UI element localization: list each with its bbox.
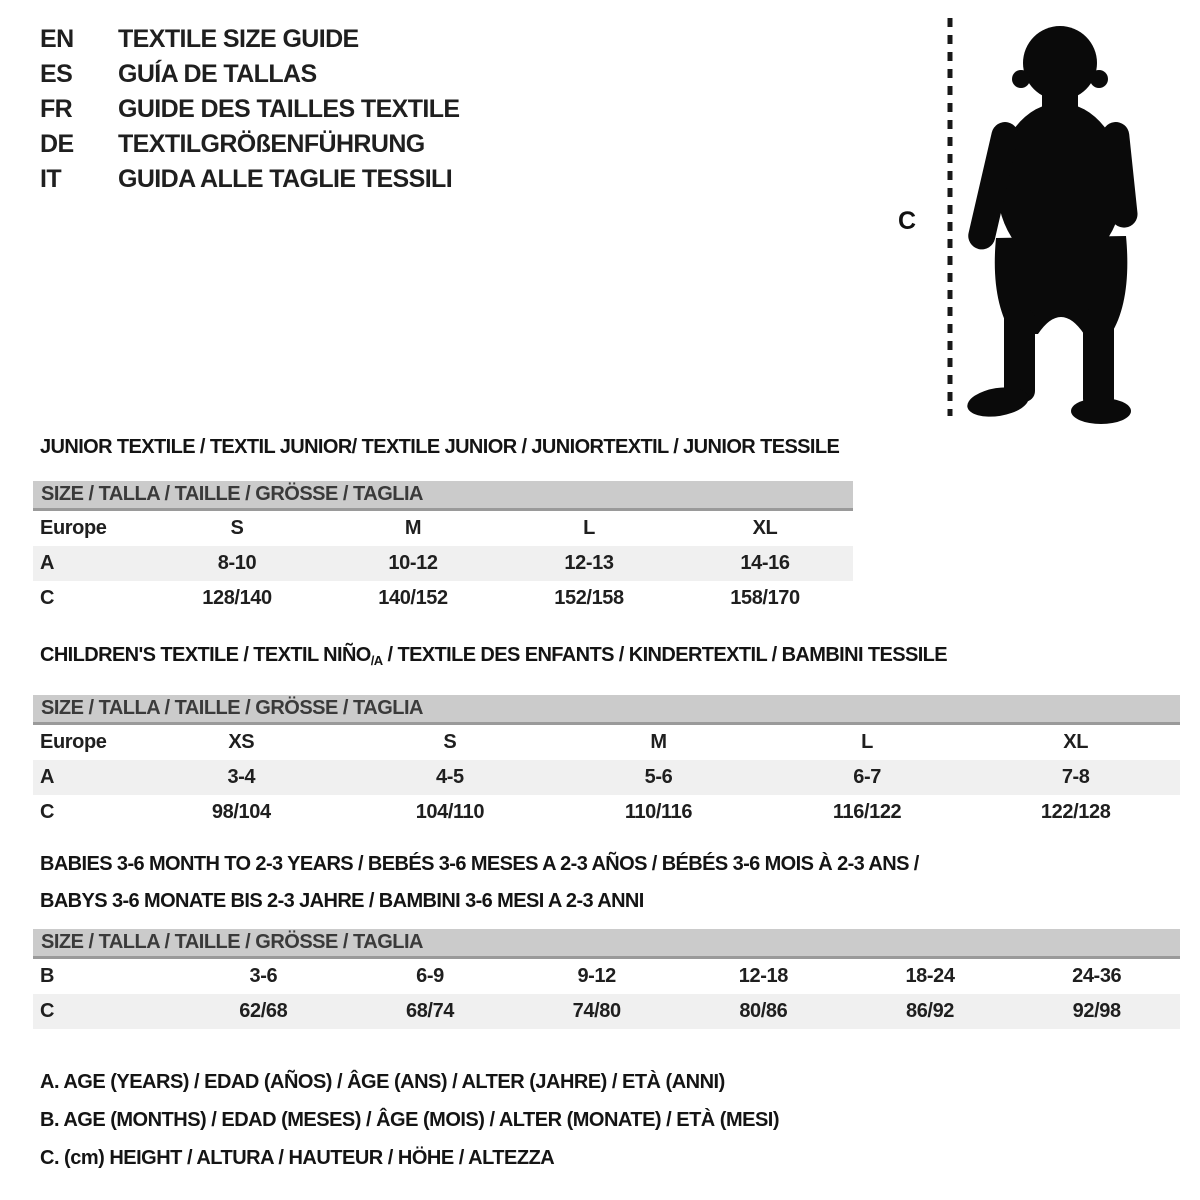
- language-row: [40, 127, 460, 162]
- row-label: Europe: [40, 731, 107, 753]
- size-cell: 12-18: [738, 965, 788, 987]
- size-header-bar: SIZE / TALLA / TAILLE / GRÖSSE / TAGLIA: [33, 695, 1180, 725]
- size-cell: 86/92: [905, 1000, 955, 1022]
- size-cell: 10-12: [388, 552, 438, 574]
- row-label: B: [40, 965, 55, 987]
- size-cell: 104/110: [415, 801, 485, 823]
- size-cell: 92/98: [1072, 1000, 1121, 1022]
- size-cell: 68/74: [405, 1000, 455, 1022]
- section-title-line: [40, 846, 1180, 883]
- size-cell: 110/116: [624, 801, 693, 823]
- language-list: [40, 22, 460, 197]
- size-cell: 116/122: [832, 801, 902, 823]
- size-cell: 98/104: [211, 801, 271, 823]
- size-table-rows: [33, 725, 1180, 830]
- size-header-bar: SIZE / TALLA / TAILLE / GRÖSSE / TAGLIA: [33, 481, 853, 511]
- table-row: [33, 795, 1180, 830]
- size-cell: 80/86: [739, 1000, 788, 1022]
- title-text: JUNIOR TEXTILE / TEXTIL JUNIOR/ TEXTILE JUNIOR / JUNIORTEXTIL / JUNIOR TESSILE: [40, 436, 840, 458]
- row-label: A: [40, 552, 55, 574]
- footnote-line: A. AGE (YEARS) / EDAD (AÑOS) / ÂGE (ANS) / ALTER (JAHRE) / ETÀ (ANNI): [40, 1071, 725, 1093]
- size-cell: XL: [752, 517, 778, 539]
- language-row: [40, 162, 460, 197]
- size-cell: 18-24: [905, 965, 955, 987]
- size-cell: 3-6: [249, 965, 278, 987]
- footnote-line: C. (cm) HEIGHT / ALTURA / HAUTEUR / HÖHE / ALTEZZA: [40, 1147, 555, 1169]
- language-code: EN: [40, 25, 74, 53]
- size-table: [33, 929, 1180, 1029]
- size-cell: 62/68: [239, 1000, 288, 1022]
- row-label: C: [40, 587, 55, 609]
- size-cell: 128/140: [202, 587, 272, 609]
- section-title-line: [40, 435, 853, 459]
- language-row: [40, 57, 460, 92]
- section-title: [40, 643, 1180, 673]
- table-row: [33, 959, 1180, 994]
- size-cell: 4-5: [436, 766, 464, 788]
- size-cell: L: [861, 731, 873, 753]
- table-row: [33, 725, 1180, 760]
- language-code: DE: [40, 130, 74, 158]
- table-row: [33, 581, 853, 616]
- language-title: TEXTILGRÖßENFÜHRUNG: [118, 130, 425, 158]
- size-cell: 74/80: [572, 1000, 621, 1022]
- table-row: [33, 760, 1180, 795]
- title-text: / TEXTILE DES ENFANTS / KINDERTEXTIL / BAMBINI TESSILE: [382, 644, 948, 666]
- language-title: GUIDE DES TAILLES TEXTILE: [118, 95, 460, 123]
- size-cell: XL: [1063, 731, 1089, 753]
- section-title-line: [40, 883, 1180, 920]
- size-cell: 7-8: [1061, 766, 1090, 788]
- row-label: Europe: [40, 517, 107, 539]
- title-text: BABIES 3-6 MONTH TO 2-3 YEARS / BEBÉS 3-6 MESES A 2-3 AÑOS / BÉBÉS 3-6 MOIS À 2-3 ANS /: [40, 853, 919, 875]
- size-table: [33, 695, 1180, 830]
- size-cell: 122/128: [1040, 801, 1111, 823]
- size-header-bar: SIZE / TALLA / TAILLE / GRÖSSE / TAGLIA: [33, 929, 1180, 959]
- size-cell: 24-36: [1072, 965, 1122, 987]
- language-code: IT: [40, 165, 62, 193]
- size-cell: 6-7: [853, 766, 881, 788]
- size-cell: 9-12: [577, 965, 616, 987]
- size-cell: 3-4: [227, 766, 256, 788]
- language-row: [40, 92, 460, 127]
- size-cell: L: [583, 517, 595, 539]
- language-code: ES: [40, 60, 73, 88]
- size-cell: 14-16: [740, 552, 790, 574]
- size-cell: S: [230, 517, 244, 539]
- table-row: [33, 994, 1180, 1029]
- section-title: [40, 846, 1180, 920]
- size-cell: 6-9: [416, 965, 444, 987]
- table-row: [33, 511, 853, 546]
- title-text: BABYS 3-6 MONATE BIS 2-3 JAHRE / BAMBINI 3-6 MESI A 2-3 ANNI: [40, 890, 644, 912]
- size-table-rows: [33, 959, 1180, 1029]
- size-cell: 152/158: [554, 587, 624, 609]
- title-text: /A: [370, 653, 383, 668]
- height-measure-label: C: [898, 207, 917, 235]
- language-code: FR: [40, 95, 73, 123]
- size-figure: [880, 0, 1200, 440]
- language-title: GUIDA ALLE TAGLIE TESSILI: [118, 165, 453, 193]
- toddler-silhouette-shape: [965, 26, 1139, 424]
- size-table: [33, 481, 853, 616]
- language-row: [40, 22, 460, 57]
- section-babies: [33, 846, 1180, 1029]
- section-title: [40, 435, 853, 459]
- size-cell: XS: [228, 731, 255, 753]
- section-title-line: [40, 643, 1180, 673]
- size-cell: 5-6: [644, 766, 673, 788]
- section-junior: [33, 435, 853, 616]
- size-cell: M: [404, 517, 422, 539]
- language-title: GUÍA DE TALLAS: [118, 60, 317, 88]
- size-cell: 158/170: [730, 587, 800, 609]
- size-cell: M: [650, 731, 667, 753]
- title-text: CHILDREN'S TEXTILE / TEXTIL NIÑO: [40, 644, 371, 666]
- size-cell: 140/152: [378, 587, 448, 609]
- row-label: C: [40, 801, 55, 823]
- footnote-line: B. AGE (MONTHS) / EDAD (MESES) / ÂGE (MOIS) / ALTER (MONATE) / ETÀ (MESI): [40, 1109, 780, 1131]
- section-children: [33, 643, 1180, 830]
- size-cell: 8-10: [217, 552, 257, 574]
- row-label: C: [40, 1000, 55, 1022]
- table-row: [33, 546, 853, 581]
- toddler-silhouette-icon: [880, 0, 1200, 440]
- size-table-rows: [33, 511, 853, 616]
- legend-footnotes: [40, 1063, 779, 1177]
- size-cell: 12-13: [564, 552, 614, 574]
- language-title: TEXTILE SIZE GUIDE: [118, 25, 359, 53]
- size-cell: S: [443, 731, 457, 753]
- row-label: A: [40, 766, 55, 788]
